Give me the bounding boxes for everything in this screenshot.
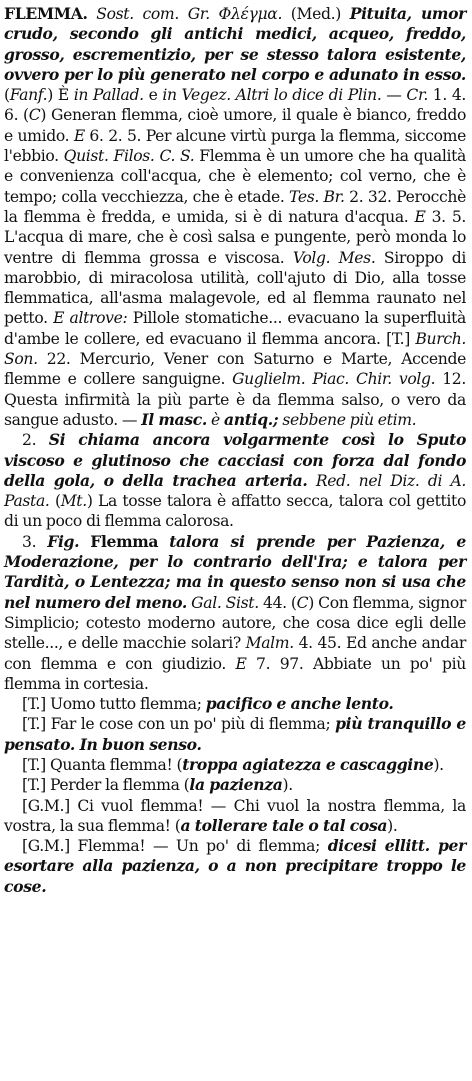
text-run: ). (282, 776, 293, 795)
entry-example-flemma-exclamation (4, 836, 466, 897)
text-run: E altrove: (53, 309, 128, 328)
text-run: 22. Mercurio, Vener con Saturno e Marte, Accende flemme e collere sanguigne. (4, 350, 466, 389)
text-run: ( (49, 492, 61, 511)
entry-example-perder-la-flemma (4, 775, 466, 795)
text-run: Flemma (90, 531, 159, 551)
text-run: pacifico e anche lento. (205, 694, 394, 714)
text-run: Guglielm. Piac. Chir. volg. (232, 370, 436, 389)
text-run: T. (391, 329, 405, 348)
text-run: ). (387, 816, 398, 835)
text-run: ) La tosse talora è affatto secca, talora col gettito di un poco di flemma calorosa. (4, 492, 467, 531)
text-run: 1. 4. 6. ( (4, 86, 467, 125)
text-run: 6. 2. 5. Per alcune virtù purga la flemma, siccome l'ebbio. (4, 126, 466, 166)
text-run: T. (27, 695, 41, 714)
text-run: Tes. Br. (289, 187, 345, 206)
text-run: Gal. Sist. (191, 593, 259, 612)
text-run: Flemma è un umore che ha qualità e convenienza coll'acqua, che è elemento; col verno, che è tempo; colla vecchiezza, che è etade. (4, 147, 466, 206)
text-run: Mt. (60, 492, 87, 511)
text-run: Cr. (406, 86, 428, 105)
text-run: T. (27, 755, 41, 774)
text-run: ( (4, 86, 10, 105)
text-run: ] Uomo tutto flemma; (40, 695, 206, 714)
text-run: ] (404, 329, 416, 348)
text-run: 3. 5. L'acqua di mare, che è così salsa e pungente, però monda lo ventre di flemma grossa e viscosa. (4, 207, 466, 267)
text-run: — (381, 86, 407, 105)
text-run (158, 533, 169, 551)
text-run: Pituita, umor crudo, secondo gli antichi medici, acqueo, freddo, grosso, escrementizio, per se stesso talora esistente, ovvero per lo più generato nel corpo e adunato in esso. (4, 4, 466, 84)
text-run: più tranquillo e pensato. In buon senso. (4, 714, 466, 754)
text-run: ] Perder la flemma ( (40, 776, 190, 795)
text-run: [ (22, 715, 28, 734)
text-run: [G.M.] Flemma! — Un po' di flemma; (22, 837, 328, 856)
text-run: C (296, 593, 309, 612)
entry-sense-3 (4, 532, 466, 694)
entry-example-uomo-tutto-flemma (4, 694, 466, 714)
entry-example-ci-vuol-flemma (4, 796, 466, 837)
text-run: Φλέγμα. (218, 5, 283, 23)
text-run: Fanf. (9, 86, 48, 105)
text-run: Volg. Mes. (292, 248, 376, 267)
text-run: 7. 97. Abbiate un po' più flemma in cortesia. (4, 654, 466, 693)
text-run: a tollerare tale o tal cosa (180, 815, 388, 835)
text-run: E (73, 126, 85, 145)
text-run: 44. ( (258, 593, 297, 612)
text-run: ) È (47, 86, 74, 105)
text-run: Burch. Son. (4, 329, 466, 369)
text-run: C (28, 106, 41, 125)
entry-example-far-le-cose (4, 714, 466, 755)
text-run: e (143, 86, 163, 105)
text-run: Sost. com. Gr. (87, 5, 219, 23)
text-run: [ (22, 776, 28, 795)
text-run: in Pallad. (73, 86, 144, 105)
headword: FLEMMA. (4, 4, 88, 23)
text-run: 2. 32. Perocchè la flemma è fredda, e umida, si è di natura d'acqua. (4, 187, 466, 226)
text-run: talora si prende per Pazienza, e Moderazione, per lo contrario dell'Ira; e talora per Tardità, o Lentezza; ma in questo senso non si usa che nel numero del meno. (4, 531, 466, 612)
text-run: in Vegez. Altri lo dice di Plin. (162, 86, 382, 105)
text-run: T. (27, 715, 41, 734)
text-run: Si chiama ancora volgarmente così lo Sputo viscoso e glutinoso che cacciasi con forza dal fondo della gola, o della trachea arteria. (4, 430, 466, 490)
text-run: Pillole stomatiche... evacuano la superfluità d'ambe le collere, ed evacuano il flemma ancora. [ (4, 309, 466, 348)
text-run: 4. 45. Ed anche andar con flemma e con giudizio. (4, 634, 466, 673)
text-run: antiq.; (224, 409, 279, 429)
text-run (307, 472, 315, 490)
text-run: [ (22, 695, 28, 714)
entry-example-quanta-flemma (4, 755, 466, 775)
text-run: (Med.) (282, 5, 350, 23)
text-run: ] Quanta flemma! ( (40, 755, 183, 774)
text-run: troppa agiatezza e cascaggine (182, 754, 434, 774)
text-run: sebbene più etim. (278, 410, 417, 429)
entry-definition-main (4, 4, 466, 430)
text-run: Malm. (245, 634, 294, 653)
text-run: [G.M.] Ci vuol flemma! — Chi vuol la nostra flemma, la vostra, la sua flemma! ( (4, 796, 466, 835)
text-run: 12. Questa infirmità la più parte è da flemma salso, o vero da sangue adusto. — (4, 370, 466, 429)
text-run: ] Far le cose con un po' più di flemma; (40, 715, 336, 734)
text-run: ) Con flemma, signor Simplicio; cotesto moderno autore, che cosa dice egli delle stelle..., e delle macchie solari? (4, 593, 466, 653)
text-run: [ (22, 755, 28, 774)
text-run: la pazienza (189, 775, 283, 795)
text-run: ) Generan flemma, cioè umore, il quale è bianco, freddo e umido. (4, 106, 466, 145)
text-run: è (206, 410, 225, 429)
text-run: E (414, 207, 426, 226)
text-run: Quist. Filos. C. S. (63, 147, 195, 166)
text-run: 3. (22, 532, 48, 551)
entry-sense-2 (4, 430, 466, 531)
text-run: Siroppo di marobbio, di miracolosa utilità, coll'ajuto di Dio, alla tosse flemmatica, all'asma malagevole, ed al flemma raunato nel petto. (4, 248, 466, 328)
text-run: T. (27, 776, 41, 795)
text-run: Fig. (47, 531, 80, 551)
text-run: Il masc. (141, 409, 207, 429)
text-run: Red. nel Diz. di A. Pasta. (4, 471, 466, 511)
text-run (79, 533, 90, 551)
text-run: E (235, 654, 247, 673)
text-run: dicesi ellitt. per esortare alla pazienza, o a non precipitare troppo le cose. (4, 836, 466, 896)
text-run: ). (433, 755, 444, 774)
text-run: 2. (22, 431, 49, 450)
